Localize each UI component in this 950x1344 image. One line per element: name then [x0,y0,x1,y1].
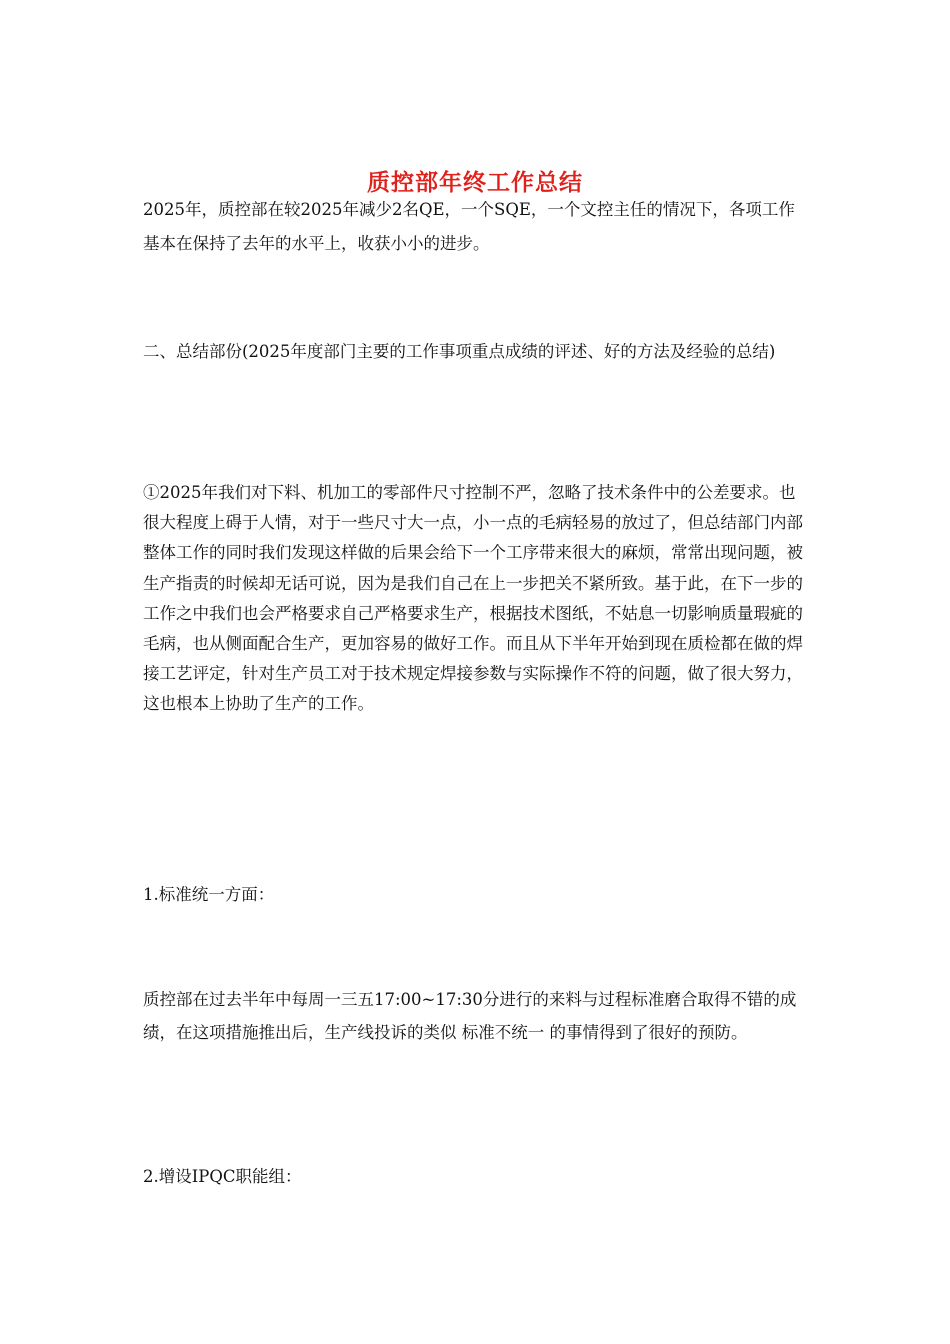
ipqc-heading: 2.增设IPQC职能组： [143,1167,302,1186]
item-one-paragraph: ①2025年我们对下料、机加工的零部件尺寸控制不严，忽略了技术条件中的公差要求。也很大程度上碍于人情，对于一些尺寸大一点，小一点的毛病轻易的放过了，但总结部门内部整体工作的同时我们发现这样做的后果会给下一个工序带来很大的麻烦，常常出现问题，被生产指责的时候却无话可说，因为是我们自己在上一步把关不紧所致。基于此，在下一步的工作之中我们也会严格要求自己严格要求生产，根据技术图纸，不姑息一切影响质量瑕疵的毛病，也从侧面配合生产，更加容易的做好工作。而且从下半年开始到现在质检都在做的焊接工艺评定，针对生产员工对于技术规定焊接参数与实际操作不符的问题，做了很大努力，这也根本上协助了生产的工作。 [143,483,803,714]
document-title: 质控部年终工作总结 [367,169,583,197]
intro-paragraph: 2025年，质控部在较2025年减少2名QE，一个SQE，一个文控主任的情况下，各项工作基本在保持了去年的水平上，收获小小的进步。 [143,200,795,253]
standards-heading: 1.标准统一方面： [143,885,275,904]
section-two-heading: 二、总结部份(2025年度部门主要的工作事项重点成绩的评述、好的方法及经验的总结) [143,342,776,361]
standards-paragraph: 质控部在过去半年中每周一三五17:00~17:30分进行的来料与过程标准磨合取得不错的成绩，在这项措施推出后，生产线投诉的类似 标准不统一 的事情得到了很好的预防。 [143,990,797,1042]
